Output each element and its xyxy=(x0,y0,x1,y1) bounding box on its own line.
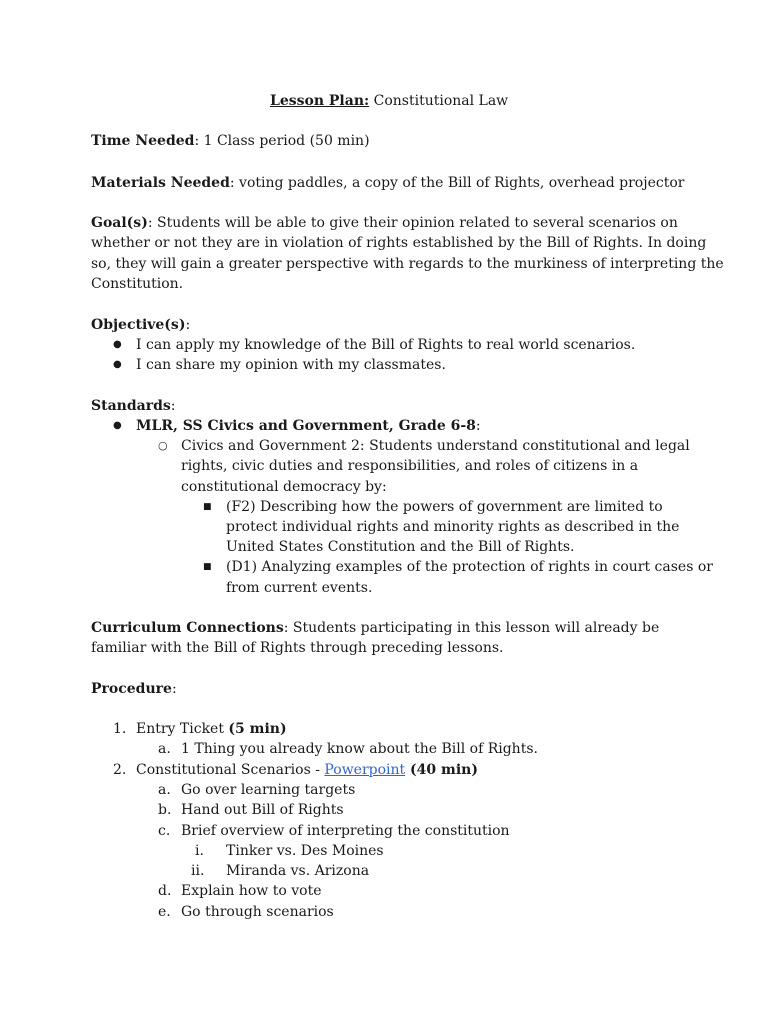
procedure-sub-step: Hand out Bill of Rights xyxy=(181,802,344,818)
square-bullet-icon: ■ xyxy=(203,562,212,572)
procedure-sub-step: 1 Thing you already know about the Bill of Rights. xyxy=(181,741,538,757)
circle-bullet-icon: ○ xyxy=(158,439,168,452)
step-number: 2. xyxy=(113,762,127,778)
goals-label: Goal(s) xyxy=(91,215,148,231)
standards-point-line: from current events. xyxy=(226,580,373,596)
bullet-icon: ● xyxy=(113,339,122,350)
page-title xyxy=(270,91,508,111)
procedure-sub-step: Go through scenarios xyxy=(181,904,334,920)
roman-marker: ii. xyxy=(191,863,205,879)
standards-item: MLR, SS Civics and Government, Grade 6-8: xyxy=(136,418,481,434)
sub-step-marker: c. xyxy=(158,823,171,839)
goals-line-4: Constitution. xyxy=(91,276,184,292)
standards-sub-line: constitutional democracy by: xyxy=(181,479,387,495)
bullet-icon: ● xyxy=(113,420,122,431)
materials-value: : voting paddles, a copy of the Bill of Rights, overhead projector xyxy=(229,175,685,191)
powerpoint-link[interactable]: Powerpoint xyxy=(324,762,406,778)
standards-point-line: United States Constitution and the Bill of Rights. xyxy=(226,539,575,555)
sub-step-marker: a. xyxy=(158,741,171,757)
curriculum-line-2: familiar with the Bill of Rights through preceding lessons. xyxy=(91,640,504,656)
standards-point-line: protect individual rights and minority rights as described in the xyxy=(226,519,680,535)
procedure-sub-step: Brief overview of interpreting the constitution xyxy=(181,823,510,839)
standards-point-line: (F2) Describing how the powers of government are limited to xyxy=(226,499,663,515)
standards-sub-line: Civics and Government 2: Students understand constitutional and legal xyxy=(181,438,690,454)
title-value: Constitutional Law xyxy=(373,93,509,109)
sub-step-marker: d. xyxy=(158,883,172,899)
objectives-heading: Objective(s): xyxy=(91,317,191,333)
procedure-step: Entry Ticket (5 min) xyxy=(136,721,287,737)
standards-point-line: (D1) Analyzing examples of the protection of rights in court cases or xyxy=(226,559,713,575)
objective-item: I can share my opinion with my classmates. xyxy=(136,357,446,373)
materials-needed xyxy=(91,173,684,193)
standards-label: Standards xyxy=(91,398,171,414)
objective-item: I can apply my knowledge of the Bill of Rights to real world scenarios. xyxy=(136,337,636,353)
standards-sub-line: rights, civic duties and responsibilities, and roles of citizens in a xyxy=(181,458,639,474)
roman-marker: i. xyxy=(195,843,204,859)
procedure-step: Constitutional Scenarios - Powerpoint (40 min) xyxy=(136,762,478,778)
procedure-heading: Procedure: xyxy=(91,681,177,697)
time-needed-label: Time Needed xyxy=(91,133,195,149)
procedure-label: Procedure xyxy=(91,681,172,697)
goals-line-2: whether or not they are in violation of rights established by the Bill of Rights. In doing xyxy=(91,235,707,251)
title-label: Lesson Plan: xyxy=(270,93,370,109)
sub-step-marker: b. xyxy=(158,802,172,818)
procedure-sub-step: Go over learning targets xyxy=(181,782,356,798)
curriculum-label: Curriculum Connections xyxy=(91,620,284,636)
step-number: 1. xyxy=(113,721,127,737)
sub-step-marker: e. xyxy=(158,904,171,920)
standards-heading: Standards: xyxy=(91,398,176,414)
procedure-case: Miranda vs. Arizona xyxy=(226,863,370,879)
time-needed-value: : 1 Class period (50 min) xyxy=(194,133,370,149)
procedure-sub-step: Explain how to vote xyxy=(181,883,322,899)
goals-line-3: so, they will gain a greater perspective with regards to the murkiness of interpreting the xyxy=(91,256,724,272)
goals-text: : Students will be able to give their opinion related to several scenarios on xyxy=(147,215,678,231)
objectives-label: Objective(s) xyxy=(91,317,186,333)
materials-label: Materials Needed xyxy=(91,175,230,191)
bullet-icon: ● xyxy=(113,359,122,370)
time-needed xyxy=(91,131,370,151)
goals-line-1 xyxy=(91,213,678,233)
square-bullet-icon: ■ xyxy=(203,502,212,512)
procedure-case: Tinker vs. Des Moines xyxy=(226,843,384,859)
sub-step-marker: a. xyxy=(158,782,171,798)
curriculum-line-1: Curriculum Connections: Students participating in this lesson will already be xyxy=(91,620,660,636)
